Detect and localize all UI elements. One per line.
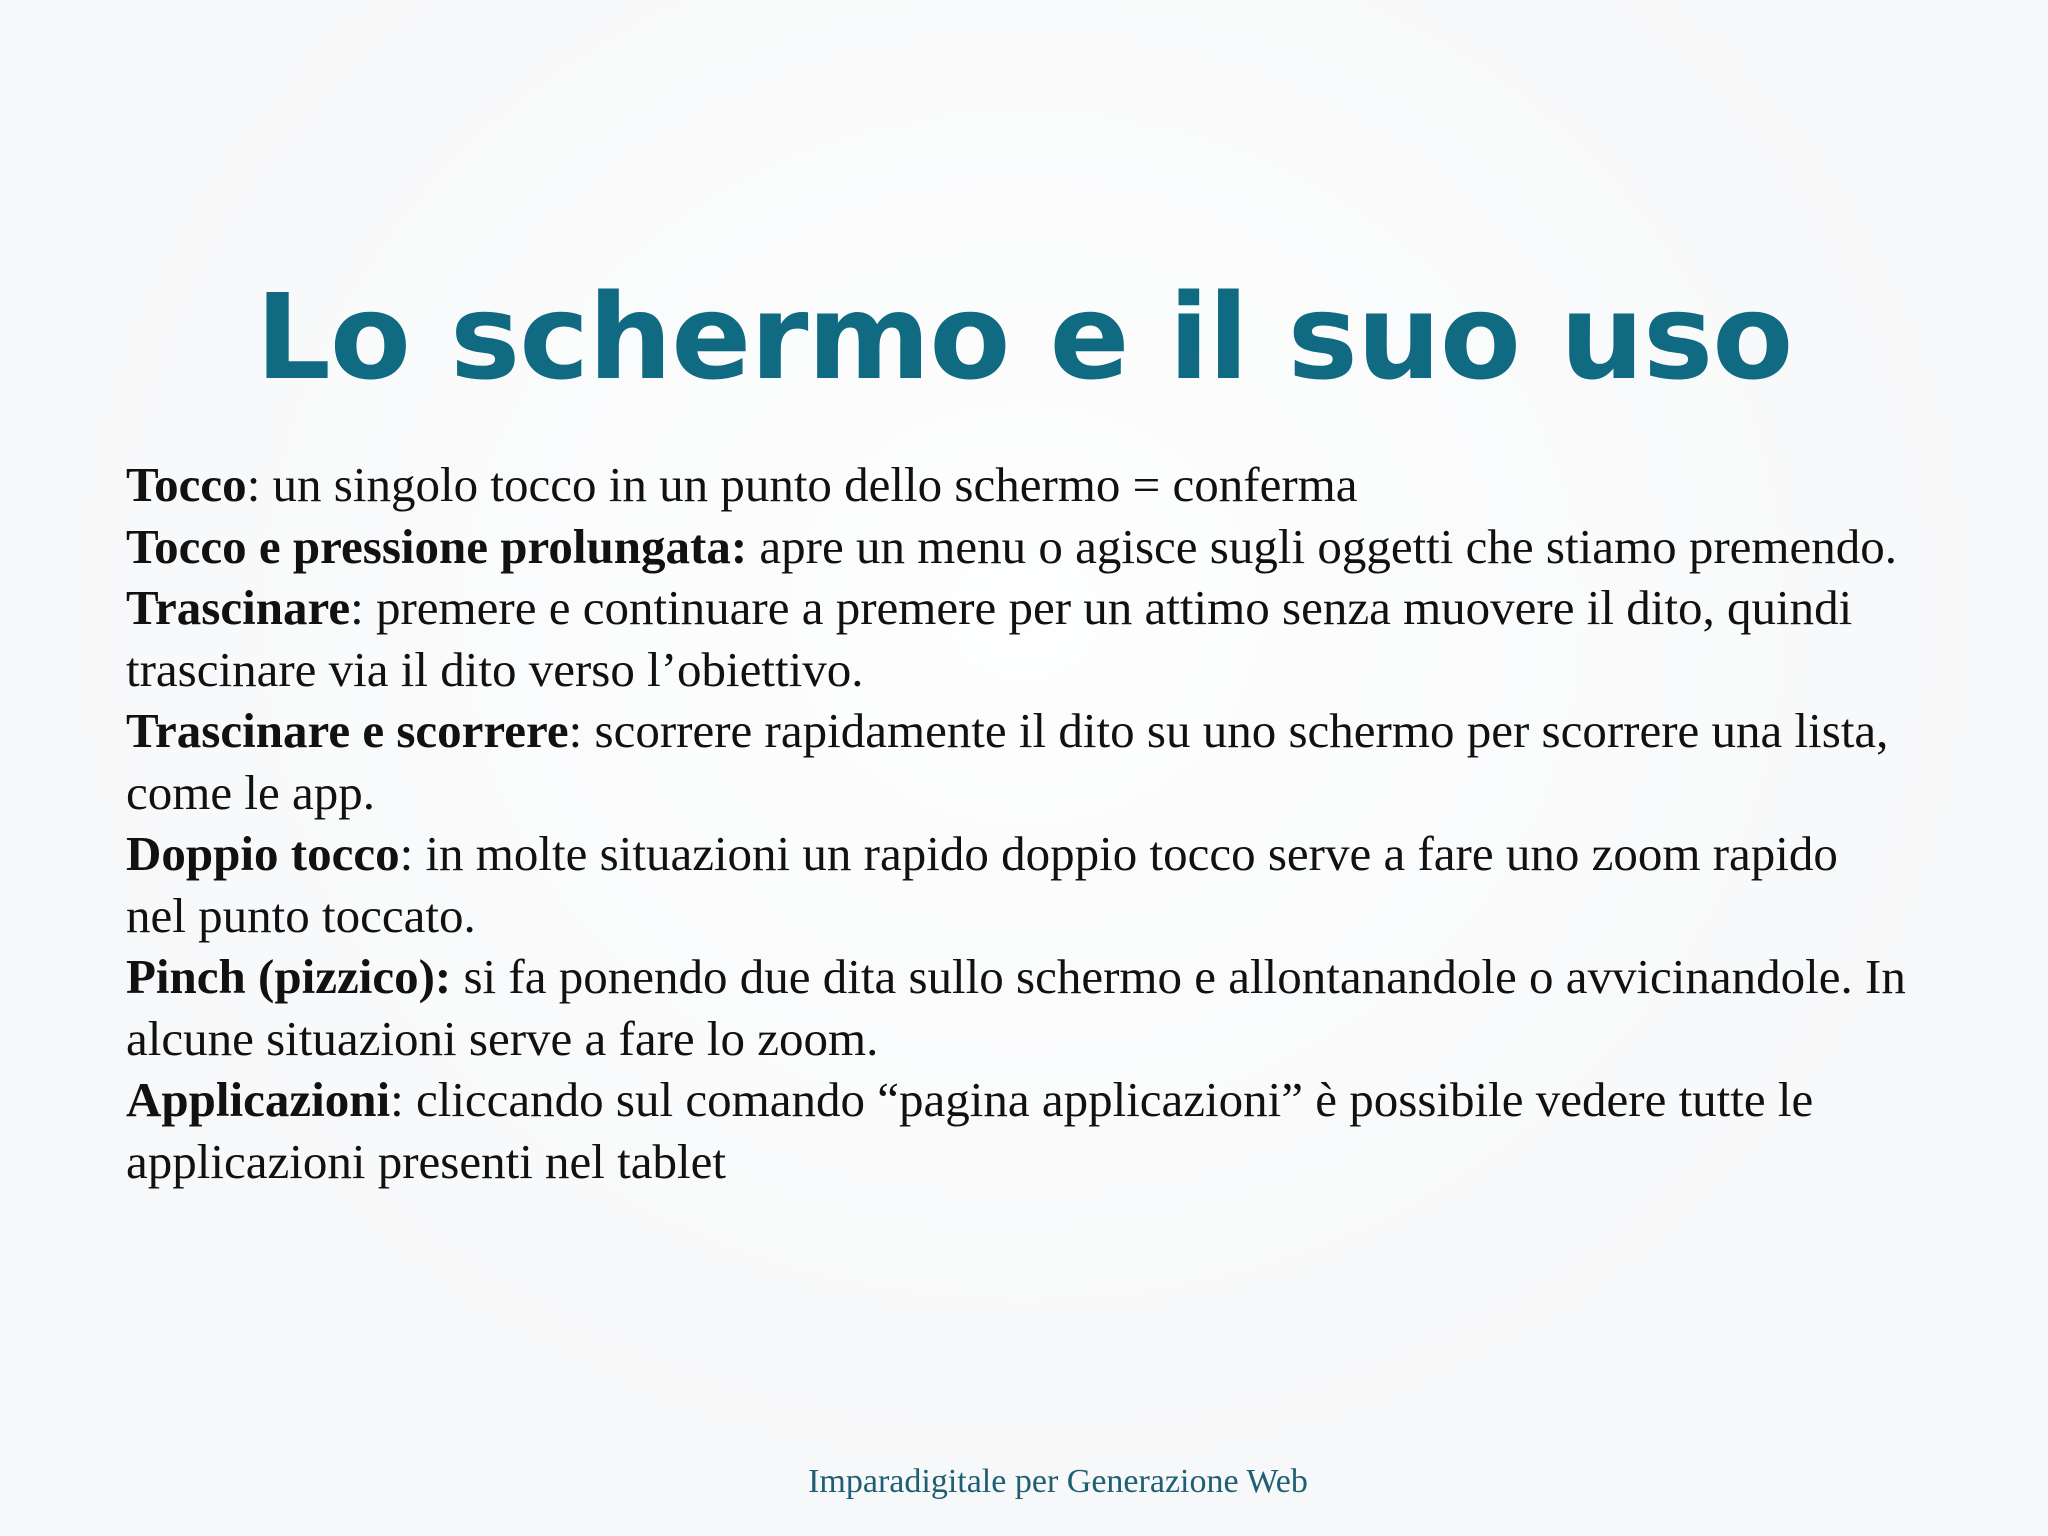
slide-title: Lo schermo e il suo uso — [255, 268, 1793, 406]
item-text: : scorrere rapidamente il dito su uno schermo per scorrere una lista, come le app. — [126, 703, 1889, 820]
item-text: : in molte situazioni un rapido doppio tocco serve a fare uno zoom rapido nel punto toccato. — [126, 826, 1838, 943]
item-trascinare — [126, 577, 1906, 700]
item-text: : un singolo tocco in un punto dello schermo = conferma — [246, 457, 1358, 512]
item-term: Pinch (pizzico): — [126, 949, 452, 1004]
item-term: Tocco e pressione prolungata: — [126, 518, 748, 574]
item-trascinare-scorrere — [126, 700, 1906, 823]
item-tocco-prolungato — [126, 516, 1906, 578]
item-applicazioni — [126, 1069, 1906, 1192]
item-text: si fa ponendo due dita sullo schermo e allontanandole o avvicinandole. In alcune situazioni serve a fare lo zoom. — [126, 949, 1906, 1066]
item-term: Tocco — [126, 457, 247, 512]
slide-body — [126, 454, 1906, 1192]
item-text: : premere e continuare a premere per un attimo senza muovere il dito, quindi trascinare via il dito verso l’obiettivo. — [126, 580, 1853, 697]
item-tocco — [126, 454, 1906, 516]
item-term: Trascinare — [126, 580, 351, 635]
item-term: Applicazioni — [126, 1072, 391, 1127]
slide-footer: Imparadigitale per Generazione Web — [808, 1463, 1308, 1500]
item-pinch — [126, 946, 1906, 1069]
item-text: : cliccando sul comando “pagina applicazioni” è possibile vedere tutte le applicazioni presenti nel tablet — [126, 1072, 1814, 1189]
item-term: Doppio tocco — [126, 826, 400, 881]
item-doppio-tocco — [126, 823, 1906, 946]
item-term: Trascinare e scorrere — [126, 703, 569, 758]
item-text: apre un menu o agisce sugli oggetti che stiamo premendo. — [747, 518, 1897, 574]
